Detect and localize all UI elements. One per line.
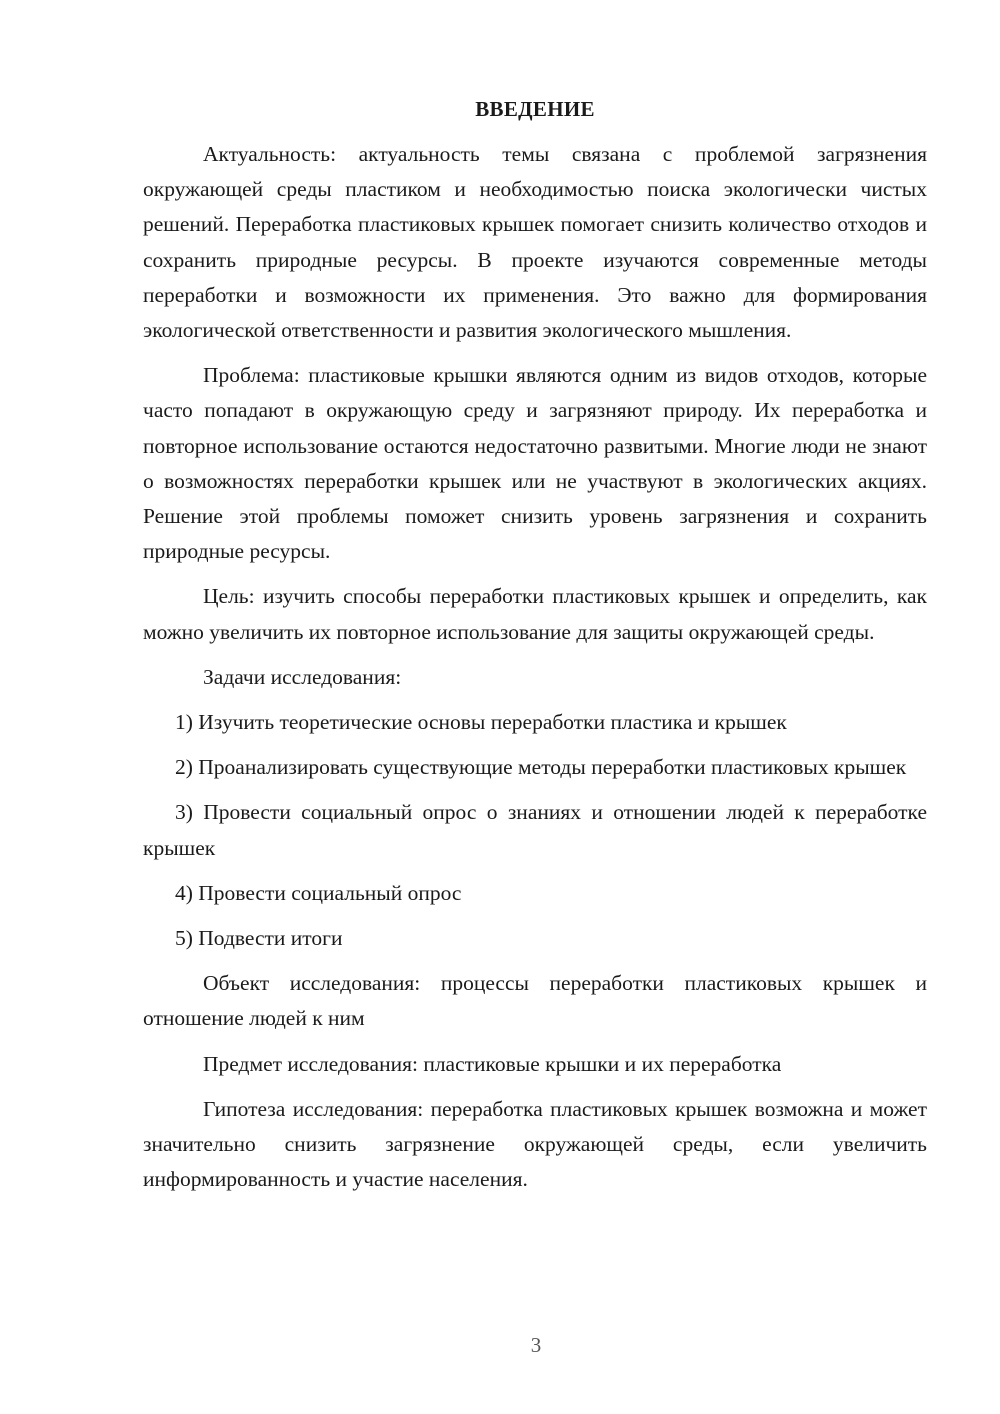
- document-page: [143, 92, 927, 1207]
- page-number: 3: [530, 1333, 542, 1357]
- task-item-1: 1) Изучить теоретические основы переработки пластика и крышек: [175, 710, 787, 735]
- goal-paragraph: Цель: изучить способы переработки пластиковых крышек и определить, как можно увеличить их повторное использование для защиты окружающей среды.: [143, 584, 927, 644]
- hypothesis-paragraph: Гипотеза исследования: переработка пластиковых крышек возможна и может значительно снизить загрязнение окружающей среды, если увеличить информированность и участие населения.: [143, 1096, 927, 1192]
- problem-paragraph: Проблема: пластиковые крышки являются одним из видов отходов, которые часто попадают в окружающую среду и загрязняют природу. Их переработка и повторное использование остаются недостаточно развитыми. Многие люди не знают о возможностях переработки крышек или не участвуют в экологических акциях. Решение этой проблемы поможет снизить уровень загрязнения и сохранить природные ресурсы.: [143, 363, 927, 564]
- task-item-5: 5) Подвести итоги: [175, 926, 343, 951]
- tasks-heading: Задачи исследования:: [203, 664, 402, 689]
- task-item-2: 2) Проанализировать существующие методы переработки пластиковых крышек: [175, 755, 907, 780]
- object-paragraph: Объект исследования: процессы переработки пластиковых крышек и отношение людей к ним: [143, 971, 927, 1031]
- relevance-paragraph: Актуальность: актуальность темы связана с проблемой загрязнения окружающей среды пластиком и необходимостью поиска экологически чистых решений. Переработка пластиковых крышек помогает снизить количество отходов и сохранить природные ресурсы. В проекте изучаются современные методы переработки и возможности их применения. Это важно для формирования экологической ответственности и развития экологического мышления.: [143, 142, 927, 343]
- task-item-4: 4) Провести социальный опрос: [175, 880, 462, 905]
- subject-paragraph: Предмет исследования: пластиковые крышки и их переработка: [203, 1051, 782, 1076]
- section-title: ВВЕДЕНИЕ: [475, 97, 595, 121]
- task-item-3: 3) Провести социальный опрос о знаниях и отношении людей к переработке крышек: [143, 800, 927, 860]
